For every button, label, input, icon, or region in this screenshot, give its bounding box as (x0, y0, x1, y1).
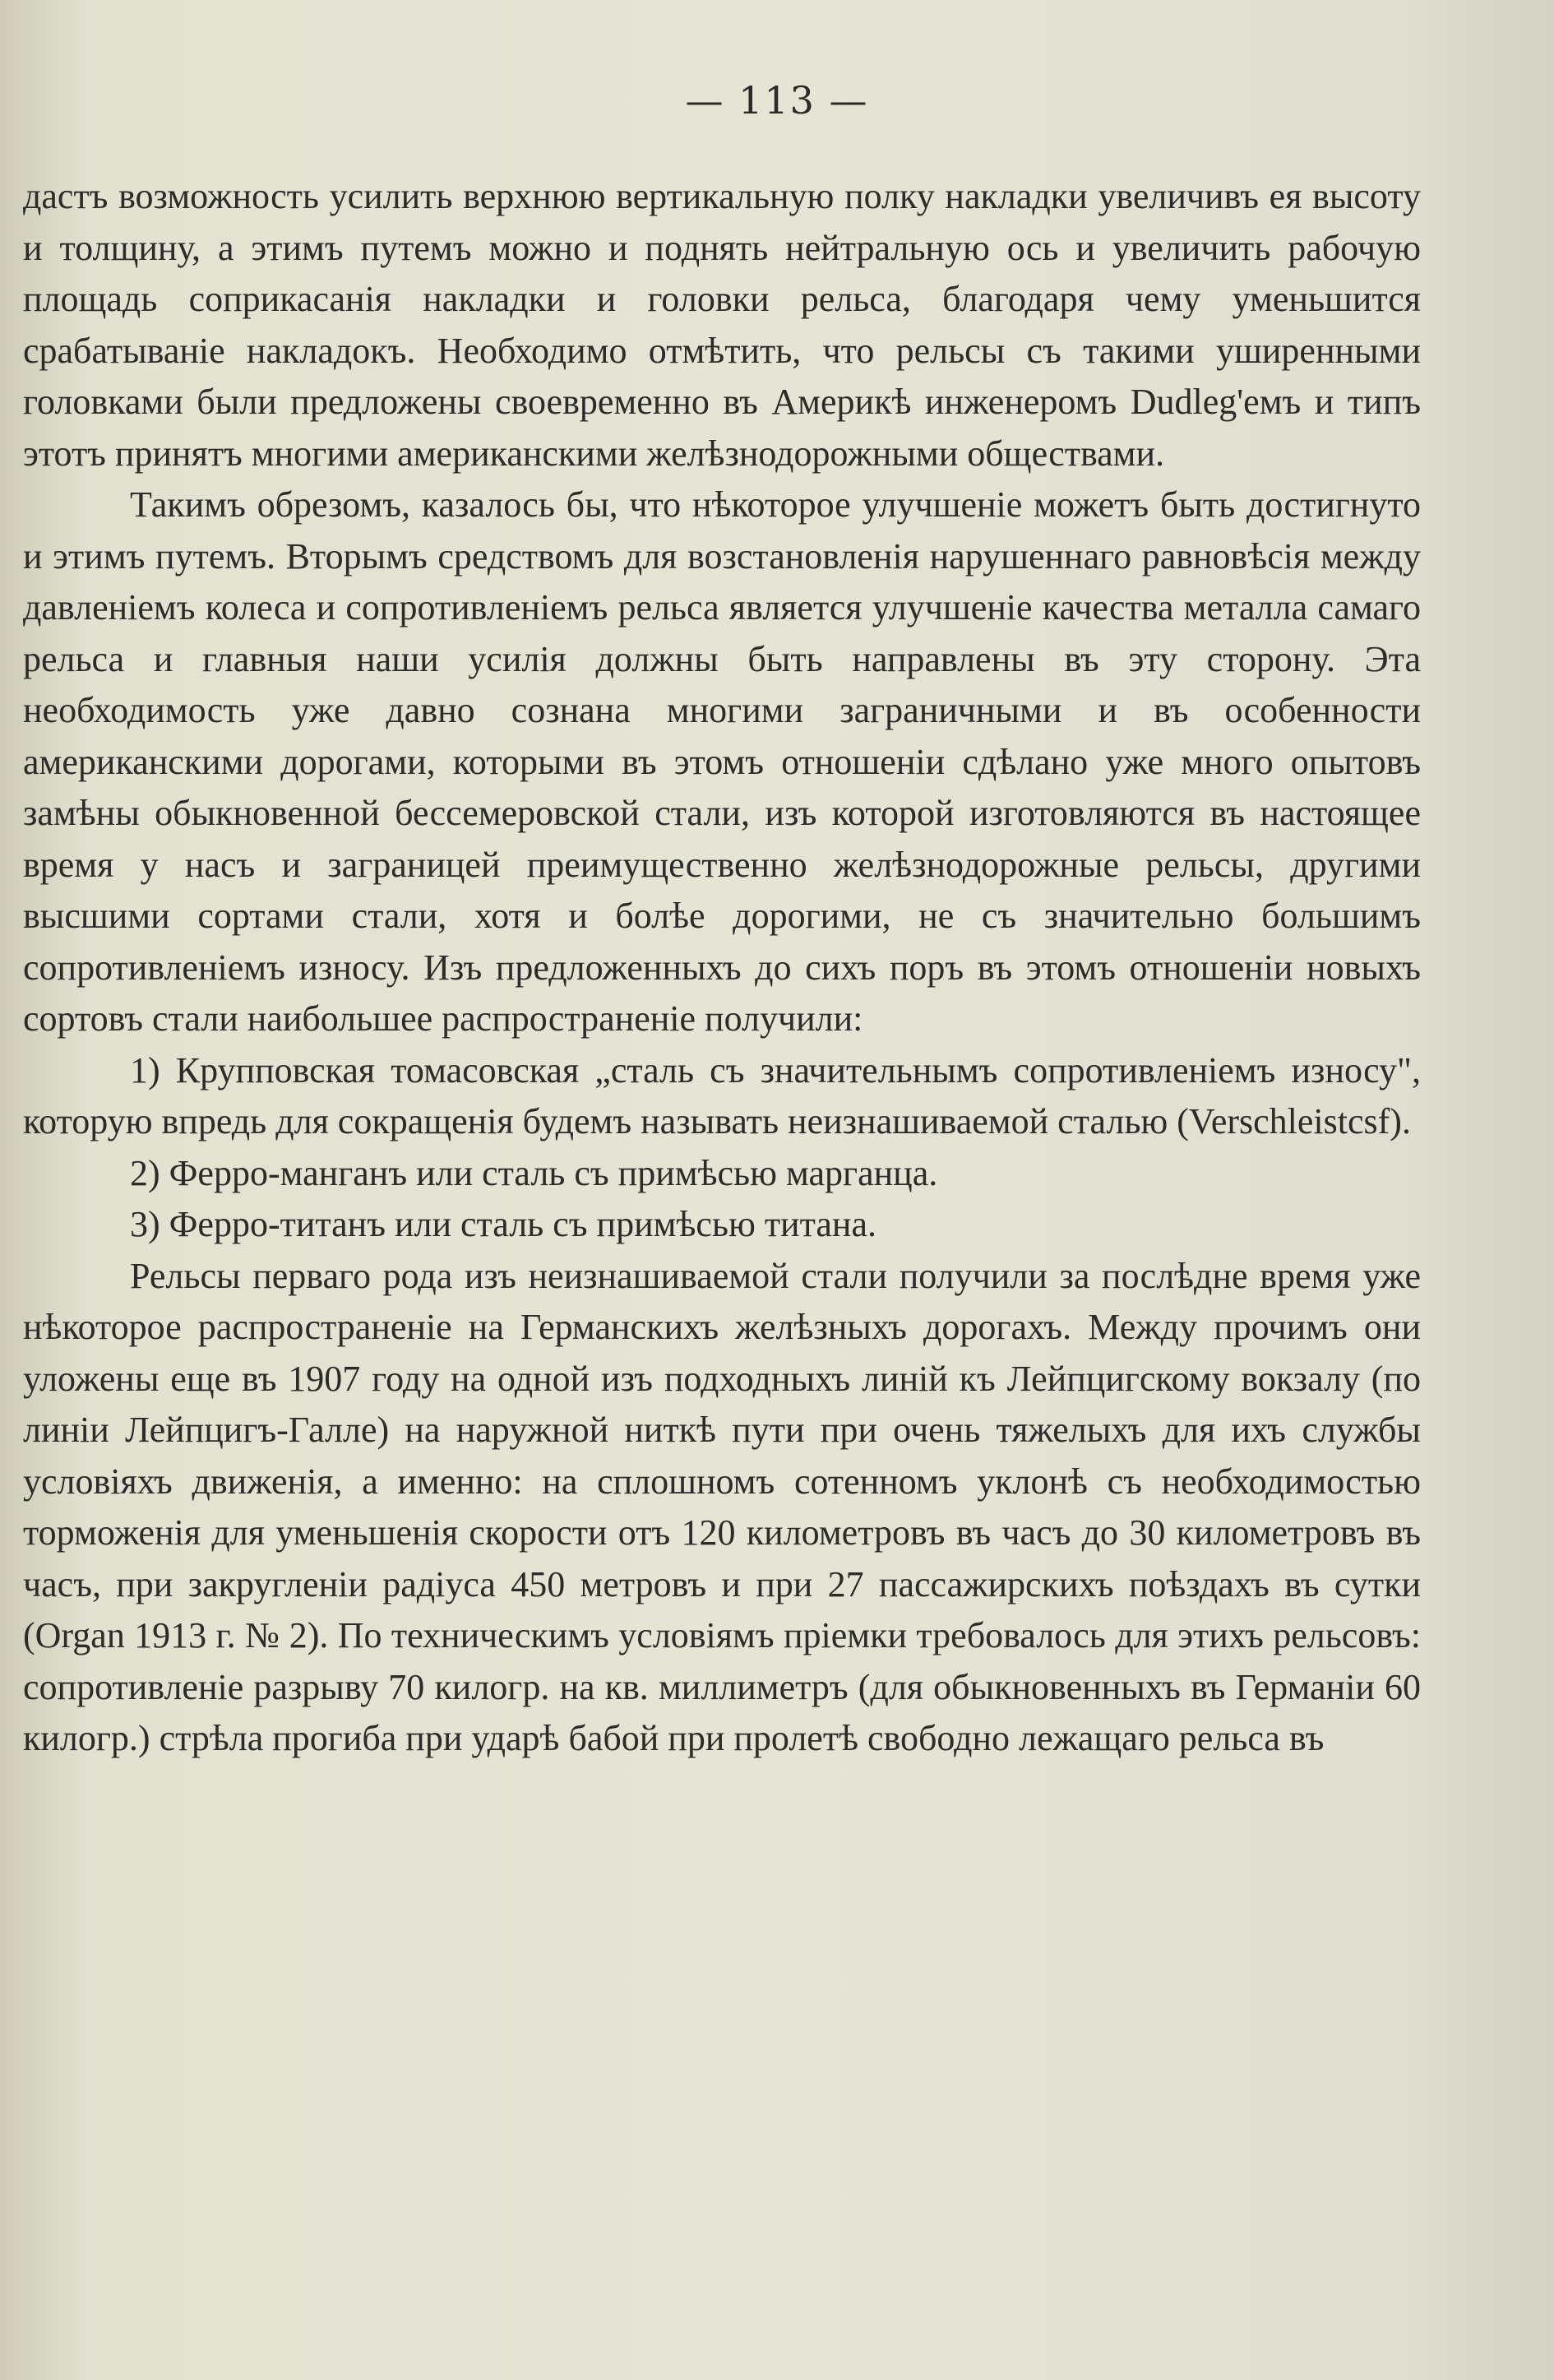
list-item-3: 3) Ферро-титанъ или сталь съ примѣсью титана. (130, 1204, 876, 1244)
paragraph-2: Такимъ обрезомъ, казалось бы, что нѣкоторое улучшеніе можетъ быть достигнуто и этимъ путемъ. Вторымъ средствомъ для возстановленія нарушеннаго равновѣсія между давленіемъ колеса и сопротивленіемъ рельса является улучшеніе качества металла самаго рельса и главныя наши усилія должны быть направлены въ эту сторону. Эта необходимость уже давно сознана многими заграничными и въ особенности американскими дорогами, которыми въ этомъ отношеніи сдѣлано уже много опытовъ замѣны обыкновенной бессемеровской стали, изъ которой изготовляются въ настоящее время у насъ и заграницей преимущественно желѣзнодорожные рельсы, другими высшими сортами стали, хотя и болѣе дорогими, не съ значительно большимъ сопротивленіемъ износу. Изъ предложенныхъ до сихъ поръ въ этомъ отношеніи новыхъ сортовъ стали наибольшее распространеніе получили: (23, 484, 1421, 1039)
body-text (23, 171, 1421, 1765)
list-item-1: 1) Крупповская томасовская „сталь съ значительнымъ сопротивленіемъ износу", которую впредь для сокращенія будемъ называть неизнашиваемой сталью (Verschleistcsf). (23, 1049, 1421, 1141)
paragraph-1: дастъ возможность усилить верхнюю вертикальную полку накладки увеличивъ ея высоту и толщину, а этимъ путемъ можно и поднять нейтральную ось и увеличить рабочую площадь соприкасанія накладки и головки рельса, благодаря чему уменьшится срабатываніе накладокъ. Необходимо отмѣтить, что рельсы съ такими уширенными головками были предложены своевременно въ Америкѣ инженеромъ Dudleg'емъ и типъ этотъ принятъ многими американскими желѣзнодорожными обществами. (23, 176, 1421, 474)
list-item-2: 2) Ферро-манганъ или сталь съ примѣсью марганца. (130, 1152, 938, 1193)
page-number: — 113 — (685, 78, 869, 123)
paragraph-3: Рельсы перваго рода изъ неизнашиваемой стали получили за послѣдне время уже нѣкоторое распространеніе на Германскихъ желѣзныхъ дорогахъ. Между прочимъ они уложены еще въ 1907 году на одной изъ подходныхъ линій къ Лейпцигскому вокзалу (по линіи Лейпцигъ-Галле) на наружной ниткѣ пути при очень тяжелыхъ для ихъ службы условіяхъ движенія, а именно: на сплошномъ сотенномъ уклонѣ съ необходимостью торможенія для уменьшенія скорости отъ 120 километровъ въ часъ до 30 километровъ въ часъ, при закругленіи радіуса 450 метровъ и при 27 пассажирскихъ поѣздахъ въ сутки (Organ 1913 г. № 2). По техническимъ условіямъ пріемки требовалось для этихъ рельсовъ: сопротивленіе разрыву 70 килогр. на кв. миллиметръ (для обыкновенныхъ въ Германіи 60 килогр.) стрѣла прогиба при ударѣ бабой при пролетѣ свободно лежащаго рельса въ (23, 1255, 1421, 1758)
